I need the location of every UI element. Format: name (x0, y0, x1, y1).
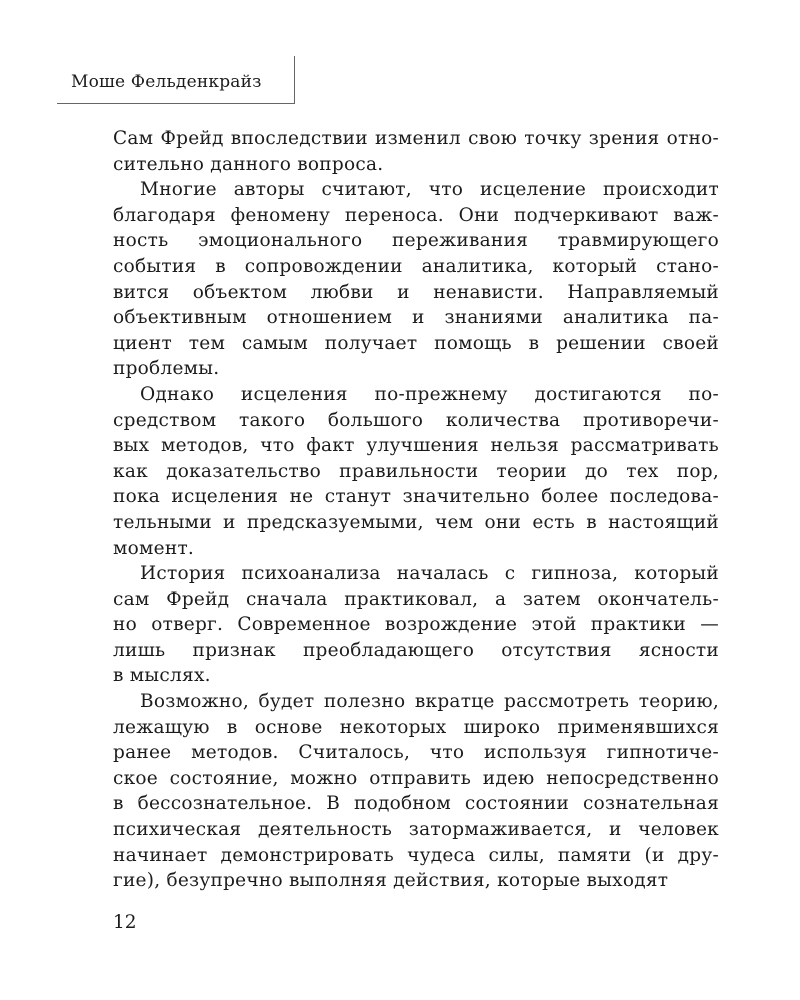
paragraph (113, 689, 719, 894)
body-text (113, 126, 719, 894)
text-line: гие), безупречно выполняя действия, которые выходят (113, 870, 669, 892)
text-line: объективным отношением и знаниями аналитика па- (113, 307, 719, 329)
running-head-title: Моше Фельденкрайз (71, 72, 262, 92)
text-line: средством такого большого количества противоречи- (113, 409, 719, 431)
text-line: начинает демонстрировать чудеса силы, памяти (и дру- (113, 844, 719, 866)
text-line: как доказательство правильности теории до тех пор, (113, 460, 719, 482)
text-line: лишь признак преобладающего отсутствия ясности (113, 639, 719, 661)
text-line: Многие авторы считают, что исцеление происходит (140, 179, 719, 201)
text-line: История психоанализа началась с гипноза, который (140, 563, 719, 585)
text-line: пока исцеления не станут значительно более последова- (113, 486, 719, 508)
text-line: сительно данного вопроса. (113, 153, 384, 175)
text-line: сам Фрейд сначала практиковал, а затем окончатель- (113, 588, 719, 610)
text-line: ранее методов. Считалось, что используя гипнотиче- (113, 742, 719, 764)
page-number: 12 (113, 912, 137, 933)
paragraph (113, 126, 719, 177)
text-line: вится объектом любви и ненависти. Направляемый (113, 281, 719, 303)
text-line: вых методов, что факт улучшения нельзя рассматривать (113, 435, 719, 457)
text-line: тельными и предсказуемыми, чем они есть в настоящий (113, 511, 719, 533)
text-line: Сам Фрейд впоследствии изменил свою точку зрения отно- (113, 128, 719, 149)
text-line: Однако исцеления по-прежнему достигаются по- (140, 383, 719, 405)
text-line: циент тем самым получает помощь в решении своей (113, 332, 719, 354)
text-line: проблемы. (113, 358, 220, 380)
paragraph (113, 561, 719, 689)
text-line: ность эмоционального переживания травмирующего (113, 230, 719, 252)
text-line: ское состояние, можно отправить идею непосредственно (113, 767, 719, 789)
text-line: лежащую в основе некоторых широко применявшихся (113, 716, 719, 738)
paragraph (113, 382, 719, 561)
paragraph (113, 177, 719, 382)
text-line: момент. (113, 537, 195, 559)
text-line: психическая деятельность затормаживается, и человек (113, 819, 719, 841)
running-head (57, 56, 295, 104)
text-line: благодаря феномену переноса. Они подчеркивают важ- (113, 204, 719, 226)
text-line: в мыслях. (113, 665, 211, 687)
text-line: в бессознательное. В подобном состоянии сознательная (113, 793, 719, 815)
text-line: но отверг. Современное возрождение этой практики — (113, 614, 719, 636)
text-line: Возможно, будет полезно вкратце рассмотреть теорию, (140, 691, 719, 713)
text-line: события в сопровождении аналитика, который стано- (113, 255, 719, 277)
